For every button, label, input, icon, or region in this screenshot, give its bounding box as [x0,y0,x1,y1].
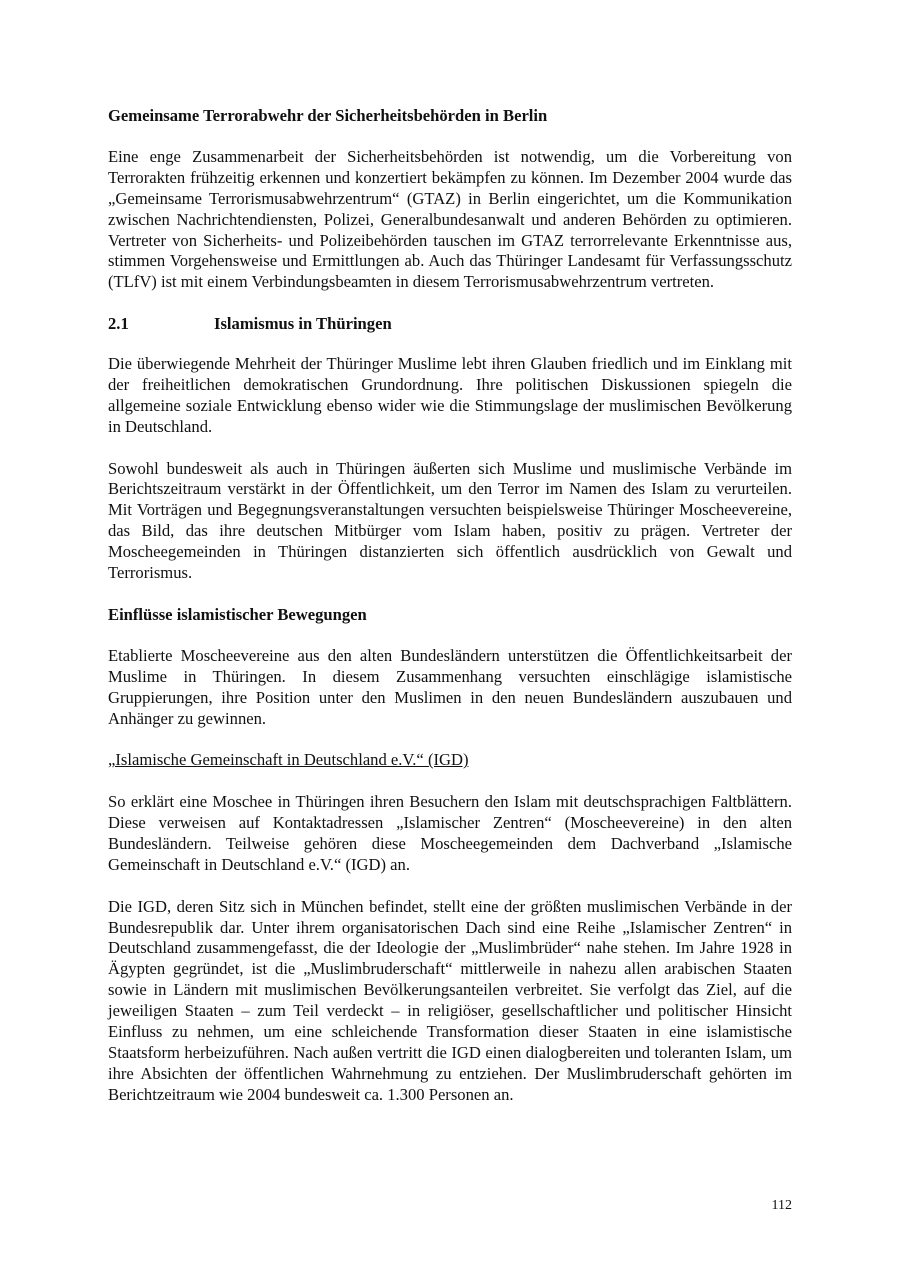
section-heading [108,314,792,335]
heading-gtaz: Gemeinsame Terrorabwehr der Sicherheitsbehörden in Berlin [108,106,548,125]
paragraph-islamismus-1: Die überwiegende Mehrheit der Thüringer Muslime lebt ihren Glauben friedlich und im Einklang mit der freiheitlichen demokratischen Grundordnung. Ihre politischen Diskussionen spiegeln die allgemeine soziale Entwicklung ebenso wider wie die Stimmungslage der muslimischen Bevölkerung in Deutschland. [108,354,792,436]
paragraph-igd-2: Die IGD, deren Sitz sich in München befindet, stellt eine der größten muslimischen Verbände in der Bundesrepublik dar. Unter ihrem organisatorischen Dach sind eine Reihe „Islamischer Zentren“ in Deutschland zusammengefasst, die der Ideologie der „Muslimbrüder“ nahe stehen. Im Jahre 1928 in Ägypten gegründet, ist die „Muslimbruderschaft“ mittlerweile in nahezu allen arabischen Staaten sowie in Ländern mit muslimischen Bevölkerungsanteilen verbreitet. Sie verfolgt das Ziel, auf die jeweiligen Staaten – zum Teil verdeckt – in religiöser, gesellschaftlicher und politischer Hinsicht Einfluss zu nehmen, um eine schleichende Transformation dieser Staaten in eine islamistische Staatsform herbeizuführen. Nach außen vertritt die IGD einen dialogbereiten und toleranten Islam, um ihre Absichten der öffentlichen Wahrnehmung zu entziehen. Der Muslimbruderschaft gehörten im Berichtzeitraum wie 2004 bundesweit ca. 1.300 Personen an. [108,896,792,1104]
paragraph-einfluesse: Etablierte Moscheevereine aus den alten Bundesländern unterstützen die Öffentlichkeitsarbeit der Muslime in Thüringen. In diesem Zusammenhang versuchten einschlägige islamistische Gruppierungen, ihre Position unter den Muslimen in den neuen Bundesländern auszubauen und Anhänger zu gewinnen. [108,645,792,728]
paragraph-gtaz: Eine enge Zusammenarbeit der Sicherheitsbehörden ist notwendig, um die Vorbereitung von Terrorakten frühzeitig erkennen und konzertiert bekämpfen zu können. Im Dezember 2004 wurde das „Gemeinsame Terrorismusabwehrzentrum“ (GTAZ) in Berlin eingerichtet, um die Kommunikation zwischen Nachrichtendiensten, Polizei, Generalbundesanwalt und anderen Behörden zu optimieren. Vertreter von Sicherheits- und Polizeibehörden tauschen im GTAZ terrorrelevante Erkenntnisse aus, stimmen Vorgehensweise und Ermittlungen ab. Auch das Thüringer Landesamt für Verfassungsschutz (TLfV) ist mit einem Verbindungsbeamten in diesem Terrorismusabwehrzentrum vertreten. [108,146,792,292]
document-body [108,106,792,1127]
page-number: 112 [771,1198,792,1213]
subtitle-igd: „Islamische Gemeinschaft in Deutschland e.V.“ (IGD) [108,750,469,770]
heading-einfluesse: Einflüsse islamistischer Bewegungen [108,604,367,624]
paragraph-igd-1: So erklärt eine Moschee in Thüringen ihren Besuchern den Islam mit deutschsprachigen Faltblättern. Diese verweisen auf Kontaktadressen „Islamischer Zentren“ (Moscheevereine) in den alten Bundesländern. Teilweise gehören diese Moscheegemeinden dem Dachverband „Islamische Gemeinschaft in Deutschland e.V.“ (IGD) an. [108,792,792,874]
section-number: 2.1 [108,314,129,334]
section-title: Islamismus in Thüringen [214,314,392,334]
paragraph-islamismus-2: Sowohl bundesweit als auch in Thüringen äußerten sich Muslime und muslimische Verbände im Berichtszeitraum verstärkt in der Öffentlichkeit, um den Terror im Namen des Islam zu verurteilen. Mit Vorträgen und Begegnungsveranstaltungen versuchten beispielsweise Thüringer Moscheevereine, das Bild, das ihre deutschen Mitbürger vom Islam haben, positiv zu prägen. Vertreter der Moscheegemeinden in Thüringen distanzierten sich öffentlich ausdrücklich von Gewalt und Terrorismus. [108,458,792,583]
